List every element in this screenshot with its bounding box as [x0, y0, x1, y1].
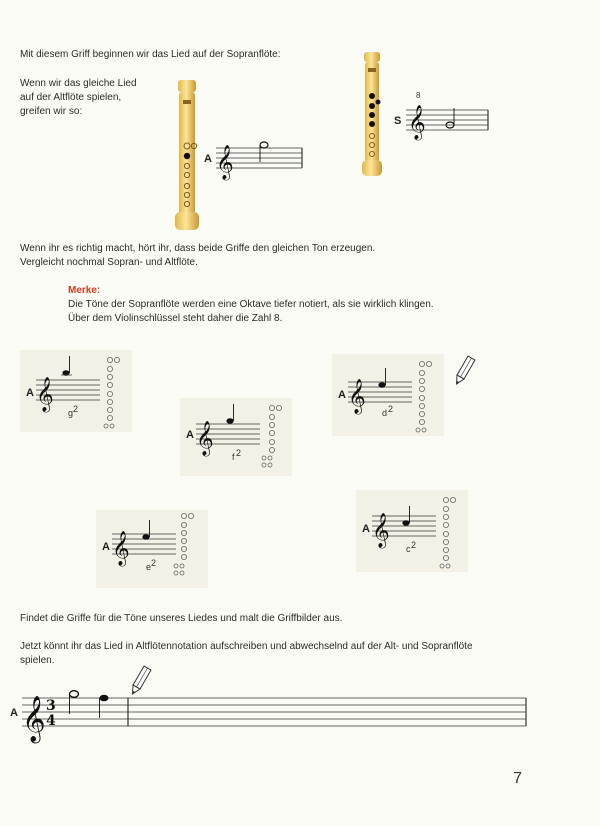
svg-text:2: 2	[73, 404, 79, 414]
svg-text:A: A	[10, 707, 18, 719]
fingering-holes-icon[interactable]	[262, 405, 282, 467]
alto-text-3: greifen wir so:	[20, 106, 83, 117]
exercise-card	[20, 350, 132, 432]
task-line-2: Jetzt könnt ihr das Lied in Altflötennotation aufschreiben und abwechselnd auf der Alt- und Sopranflöte	[20, 641, 473, 652]
page-number: 7	[513, 770, 522, 787]
svg-text:A: A	[102, 541, 110, 553]
note-name: f	[232, 452, 235, 462]
note-name: g	[68, 408, 74, 418]
treble-clef-icon: 𝄞	[112, 531, 130, 566]
exercise-card	[356, 490, 468, 572]
note-head	[70, 691, 79, 698]
svg-text:A: A	[186, 429, 194, 441]
fingering-holes-icon[interactable]	[174, 513, 194, 575]
task-line-1: Findet die Griffe für die Töne unseres Liedes und malt die Griffbilder aus.	[20, 613, 343, 624]
intro-line: Mit diesem Griff beginnen wir das Lied auf der Sopranflöte:	[20, 49, 281, 60]
fingering-holes-icon[interactable]	[440, 497, 456, 568]
note-name: c	[406, 544, 411, 554]
svg-text:2: 2	[236, 448, 242, 458]
explain-line-2: Vergleicht nochmal Sopran- und Altflöte.	[20, 257, 198, 268]
treble-clef-icon: 𝄞	[216, 145, 234, 180]
time-signature-top: 3	[46, 698, 56, 714]
svg-text:A: A	[362, 523, 370, 535]
treble-clef-icon: 𝄞	[196, 421, 214, 456]
svg-text:2: 2	[411, 540, 417, 550]
soprano-recorder-image	[356, 52, 396, 178]
svg-text:2: 2	[151, 558, 157, 568]
exercise-card	[96, 510, 208, 588]
octave-mark: 8	[416, 91, 421, 100]
merke-line-2: Über dem Violinschlüssel steht daher die Zahl 8.	[68, 313, 283, 324]
time-signature-bottom: 4	[46, 713, 56, 729]
treble-clef-icon: 𝄞	[372, 513, 390, 548]
merke-title: Merke:	[68, 285, 101, 296]
exercise-card	[180, 398, 292, 476]
treble-clef-icon: 𝄞	[408, 105, 426, 140]
song-staff	[10, 684, 530, 744]
soprano-label: S	[394, 115, 402, 127]
alto-text-1: Wenn wir das gleiche Lied	[20, 78, 137, 89]
explain-line-1: Wenn ihr es richtig macht, hört ihr, dass beide Griffe den gleichen Ton erzeugen.	[20, 243, 376, 254]
treble-clef-icon: 𝄞	[22, 696, 46, 742]
svg-text:2: 2	[388, 404, 394, 414]
svg-text:A: A	[26, 387, 34, 399]
treble-clef-icon: 𝄞	[36, 377, 54, 412]
note-head	[260, 142, 268, 148]
soprano-staff	[392, 92, 492, 142]
exercise-card	[332, 354, 444, 436]
alto-label: A	[204, 153, 212, 165]
fingering-holes-icon[interactable]	[104, 357, 120, 428]
note-head	[100, 695, 109, 702]
merke-line-1: Die Töne der Sopranflöte werden eine Oktave tiefer notiert, als sie wirklich klingen.	[68, 299, 434, 310]
pencil-icon	[452, 354, 476, 388]
alto-text-2: auf der Altflöte spielen,	[20, 92, 122, 103]
task-line-3: spielen.	[20, 655, 55, 666]
note-name: d	[382, 408, 388, 418]
note-name: e	[146, 562, 152, 572]
svg-text:A: A	[338, 389, 346, 401]
alto-staff	[204, 140, 304, 190]
fingering-holes-icon[interactable]	[416, 361, 432, 432]
treble-clef-icon: 𝄞	[348, 379, 366, 414]
